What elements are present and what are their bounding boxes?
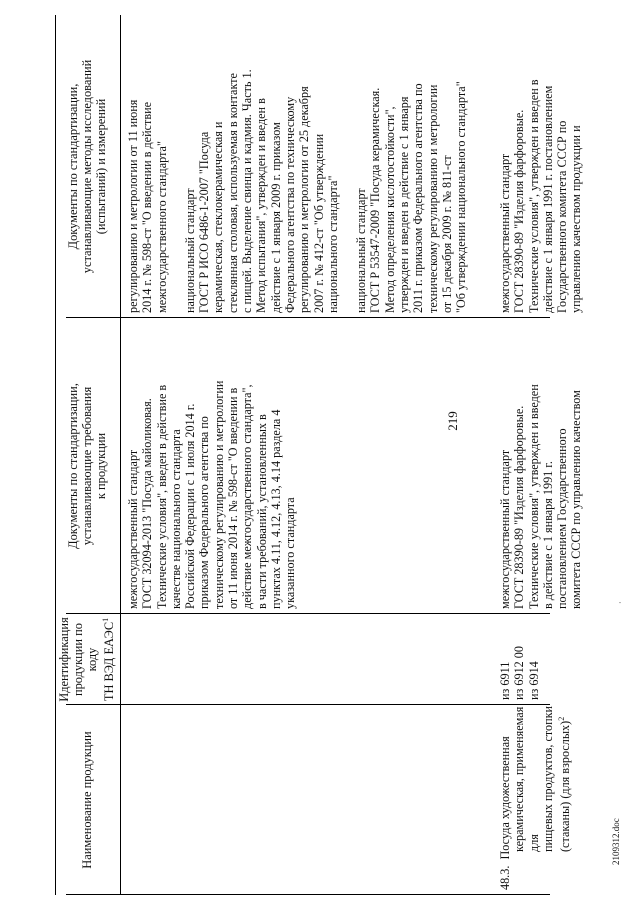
column-divider [66, 317, 550, 318]
row-product-name: 48.3. Посуда художественная керамическая, применяемая для пищевых продуктов, стопки (стаканы) (для взрослых)$^2$ [498, 705, 573, 890]
footer-filename: 2109312.doc [611, 818, 621, 865]
column-divider [66, 704, 550, 705]
row-method-docs-upper: регулированию и метрологии от 11 июня 2014 г. № 598-ст "О введении в действие межгосударственного стандарта" национальный стандарт ГОСТ Р ИСО 6486-1-2007 "Посуда керамическая, стеклокерамическая и стеклянная столовая, используемая в контакте с пищей. Выделение свинца и кадмия. Часть 1. Метод испытания", утвержден и введен в действие с 1 января 2009 г. приказом Федерального агентства по техническому регулированию и метрологии от 25 декабря 2007 г. № 412-ст "Об утверждении национального стандарта" национальный стандарт ГОСТ Р 53547-2009 "Посуда керамическая. Метод определения кислотостойкости", утвержден и введен в действие с 1 января 2011 г. приказом Федерального агентства по техническому регулированию и метрологии от 15 декабря 2009 г. № 811-ст "Об утверждении национального стандарта" [126, 69, 469, 313]
row-requirement-doc-gost-28390: межгосударственный стандарт ГОСТ 28390-89 "Изделия фарфоровые. Технические условия", утвержден и введен в действие с 1 января 1991 г. постановлением Государственного комитета СССР по управлению качеством [498, 384, 584, 609]
header-separator [120, 15, 121, 895]
page-number: 219 [445, 411, 460, 431]
row-number: 48.3. [498, 865, 512, 890]
footer-mark: · [616, 601, 625, 604]
column-divider [66, 613, 550, 614]
header-requirement-docs: Документы по стандартизации, устанавливающие требования к продукции [66, 383, 108, 549]
table-border-left [66, 894, 550, 895]
header-product-name: Наименование продукции [80, 731, 94, 869]
row-requirement-doc-gost-32094: межгосударственный стандарт ГОСТ 32094-2013 "Посуда майоликовая. Технические условия", введен в действие в качестве национального стандарта Российской Федерации с 1 июля 2014 г. приказом Федерального агентства по техническому регулированию и метрологии от 11 июня 2014 г. № 598-ст "О введении в действие межгосударственного стандарта", в части требований, установленных в пунктах 4.11, 4.12, 4.13, 4.14 раздела 4 указанного стандарта [126, 380, 298, 609]
row-codes: из 6911 из 6912 00 из 6914 [498, 646, 541, 700]
row-method-doc-gost-28390: межгосударственный стандарт ГОСТ 28390-89 "Изделия фарфоровые. Технические условия", утвержден и введен в действие с 1 января 1991 г. постановлением Государственного комитета СССР по управлению качеством продукции и [498, 79, 584, 313]
header-method-docs: Документы по стандартизации, устанавливающие методы исследований (испытаний) и измерений [66, 59, 108, 274]
header-code: Идентификация продукции по коду ТН ВЭД ЕАЭС$^1$ [57, 617, 117, 702]
